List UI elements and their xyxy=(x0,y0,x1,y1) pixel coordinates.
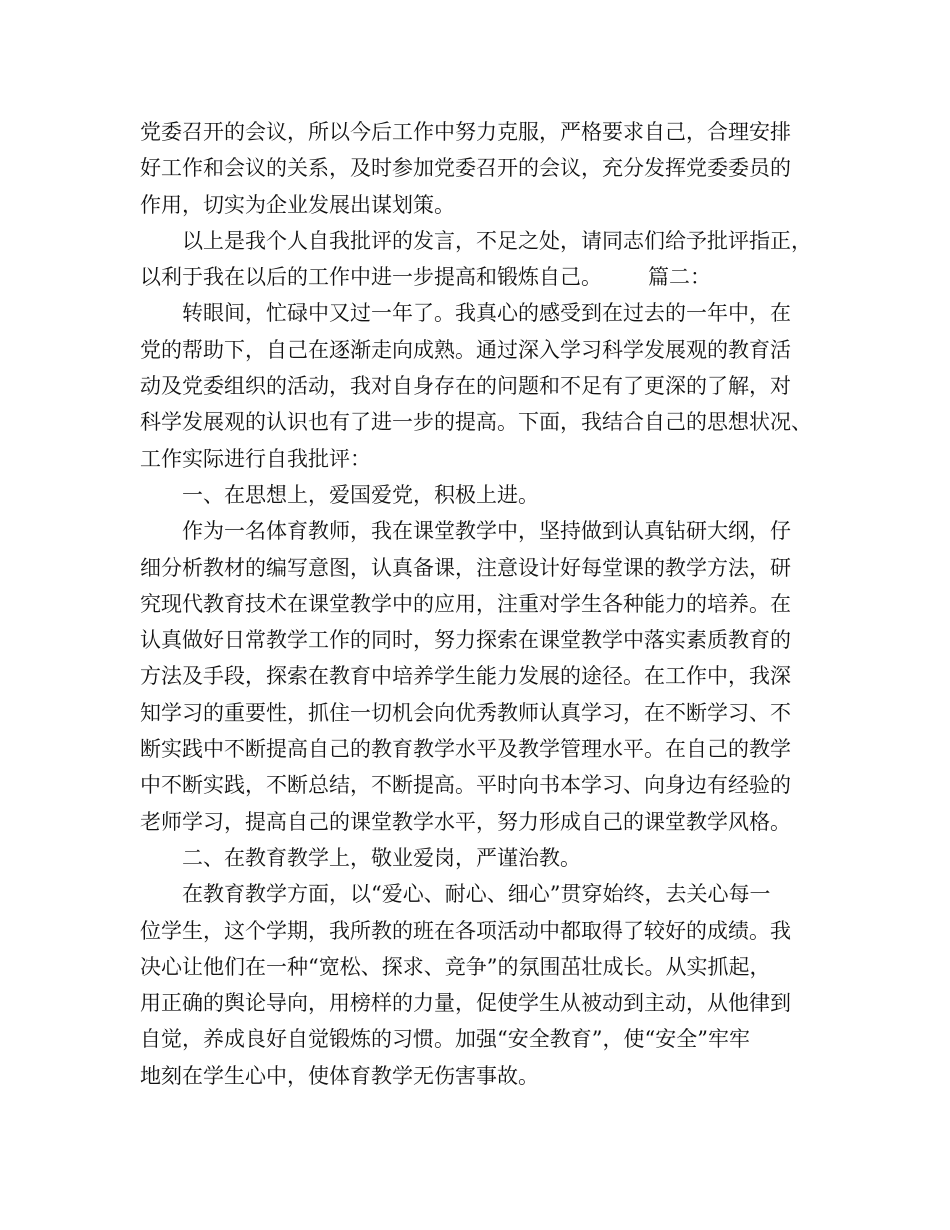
text-line: 动及党委组织的活动，我对自身存在的问题和不足有了更深的了解，对 xyxy=(140,374,791,399)
heading-line: 二、在教育教学上，敬业爱岗，严谨治教。 xyxy=(140,845,581,870)
section-marker: 篇二： xyxy=(648,265,711,290)
text-line: 细分析教材的编写意图，认真备课，注意设计好每堂课的教学方法，研 xyxy=(140,555,791,580)
text-line: 转眼间，忙碌中又过一年了。我真心的感受到在过去的一年中，在 xyxy=(140,301,791,326)
text-line: 党的帮助下，自己在逐渐走向成熟。通过深入学习科学发展观的教育活 xyxy=(140,337,791,362)
text-line: 位学生，这个学期，我所教的班在各项活动中都取得了较好的成绩。我 xyxy=(140,918,791,943)
text-line: 作用，切实为企业发展出谋划策。 xyxy=(140,192,455,217)
text-line: 自觉，养成良好自觉锻炼的习惯。加强“安全教育”，使“安全”牢牢 xyxy=(140,1027,750,1052)
text-line: 在教育教学方面，以“爱心、耐心、细心”贯穿始终，去关心每一 xyxy=(140,882,771,907)
text-line: 认真做好日常教学工作的同时，努力探索在课堂教学中落实素质教育的 xyxy=(140,628,791,653)
text-line: 以上是我个人自我批评的发言，不足之处，请同志们给予批评指正， xyxy=(140,228,812,253)
text-line: 决心让他们在一种“宽松、探求、竞争”的氛围茁壮成长。从实抓起， xyxy=(140,954,771,979)
text-line: 科学发展观的认识也有了进一步的提高。下面，我结合自己的思想状况、 xyxy=(140,410,812,435)
document-body xyxy=(140,114,840,1094)
text-line: 党委召开的会议，所以今后工作中努力克服，严格要求自己，合理安排 xyxy=(140,120,791,144)
text-line: 中不断实践，不断总结，不断提高。平时向书本学习、向身边有经验的 xyxy=(140,773,791,798)
text-line: 用正确的舆论导向，用榜样的力量，促使学生从被动到主动，从他律到 xyxy=(140,991,791,1016)
text-line: 知学习的重要性，抓住一切机会向优秀教师认真学习，在不断学习、不 xyxy=(140,700,791,725)
text-line: 究现代教育技术在课堂教学中的应用，注重对学生各种能力的培养。在 xyxy=(140,591,791,616)
text-line: 作为一名体育教师，我在课堂教学中，坚持做到认真钻研大纲，仔 xyxy=(140,519,791,544)
text-line-with-section-marker xyxy=(140,259,840,295)
text-line: 老师学习，提高自己的课堂教学水平，努力形成自己的课堂教学风格。 xyxy=(140,809,791,834)
text-line: 好工作和会议的关系，及时参加党委召开的会议，充分发挥党委委员的 xyxy=(140,156,791,181)
text-line: 断实践中不断提高自己的教育教学水平及教学管理水平。在自己的教学 xyxy=(140,737,791,762)
text-line: 地刻在学生心中，使体育教学无伤害事故。 xyxy=(140,1063,539,1088)
heading-line: 一、在思想上，爱国爱党，积极上进。 xyxy=(140,482,539,507)
text-line: 工作实际进行自我批评： xyxy=(140,446,371,471)
text-line-content: 以利于我在以后的工作中进一步提高和锻炼自己。 xyxy=(140,265,602,290)
text-line: 方法及手段，探索在教育中培养学生能力发展的途径。在工作中，我深 xyxy=(140,664,791,689)
